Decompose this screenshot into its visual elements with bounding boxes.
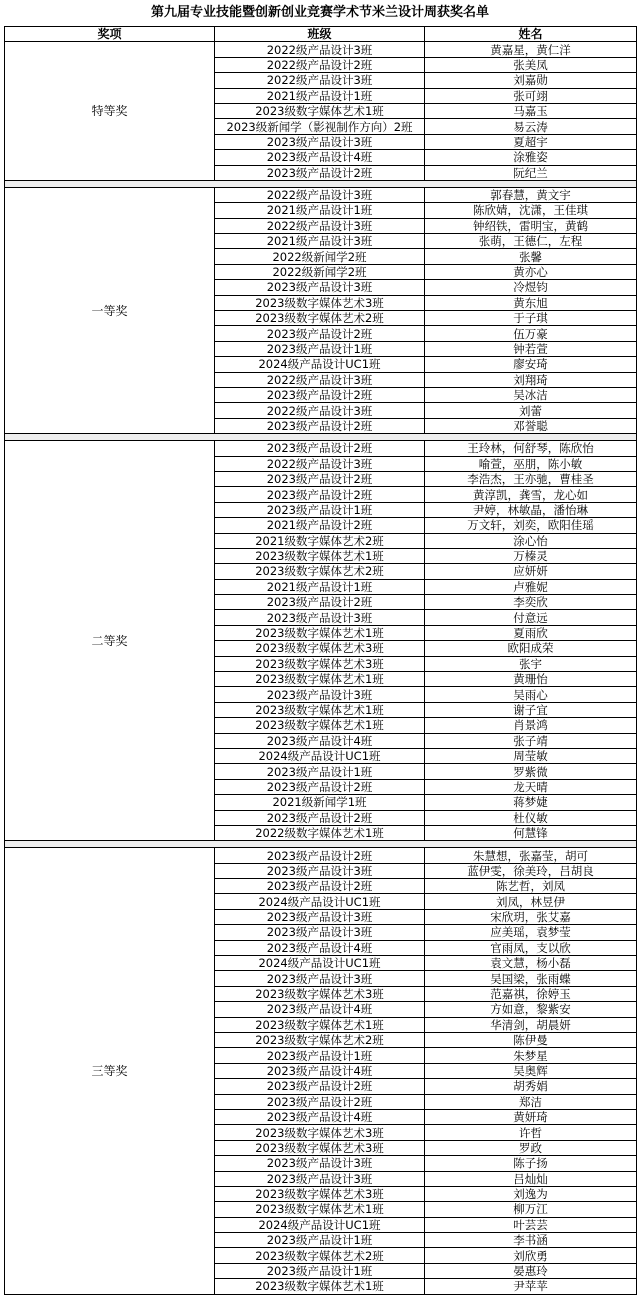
name-cell: 胡秀娟 [425,1079,637,1094]
class-cell: 2023级产品设计4班 [215,150,425,165]
class-cell: 2021级产品设计1班 [215,579,425,594]
name-cell: 李书涵 [425,1233,637,1248]
name-cell: 马嘉玉 [425,103,637,118]
class-cell: 2022级产品设计3班 [215,73,425,88]
name-cell: 杜仪敏 [425,810,637,825]
name-cell: 范嘉祺，徐婷玉 [425,986,637,1001]
class-cell: 2023级产品设计4班 [215,940,425,955]
table-row [5,848,637,863]
name-cell: 袁文慧，杨小磊 [425,956,637,971]
section-gap [5,180,637,187]
class-cell: 2023级产品设计3班 [215,610,425,625]
name-cell: 吴雨心 [425,687,637,702]
class-cell: 2023级数字媒体艺术3班 [215,1140,425,1155]
class-cell: 2022级产品设计3班 [215,218,425,233]
class-cell: 2023级产品设计2班 [215,1094,425,1109]
class-cell: 2023级产品设计2班 [215,418,425,433]
name-cell: 涂雅姿 [425,150,637,165]
class-cell: 2024级产品设计UC1班 [215,357,425,372]
name-cell: 柳万江 [425,1202,637,1217]
class-cell: 2023级数字媒体艺术2班 [215,311,425,326]
name-cell: 易云涛 [425,119,637,134]
name-cell: 朱慧想，张嘉莹，胡可 [425,848,637,863]
name-cell: 付意远 [425,610,637,625]
name-cell: 喻萱，巫朋，陈小敏 [425,456,637,471]
name-cell: 于子琪 [425,311,637,326]
class-cell: 2023级数字媒体艺术2班 [215,1248,425,1263]
class-cell: 2023级数字媒体艺术1班 [215,718,425,733]
class-cell: 2021级新闻学1班 [215,795,425,810]
name-cell: 何慧锋 [425,825,637,840]
class-cell: 2024级产品设计UC1班 [215,748,425,763]
class-cell: 2023级数字媒体艺术1班 [215,1017,425,1032]
class-cell: 2022级产品设计3班 [215,187,425,202]
class-cell: 2023级产品设计2班 [215,879,425,894]
name-cell: 陈子扬 [425,1156,637,1171]
name-cell: 刘欣勇 [425,1248,637,1263]
class-cell: 2021级产品设计1班 [215,88,425,103]
class-cell: 2023级产品设计4班 [215,733,425,748]
name-cell: 吴国梁，张雨蝶 [425,971,637,986]
class-cell: 2023级产品设计1班 [215,764,425,779]
class-cell: 2023级产品设计3班 [215,925,425,940]
class-cell: 2023级产品设计2班 [215,326,425,341]
class-cell: 2023级数字媒体艺术3班 [215,1186,425,1201]
class-cell: 2023级数字媒体艺术2班 [215,564,425,579]
award-level-cell: 三等奖 [5,848,215,1294]
class-cell: 2022级产品设计3班 [215,42,425,57]
name-cell: 应美瑶，袁梦莹 [425,925,637,940]
name-cell: 万榛灵 [425,548,637,563]
name-cell: 李浩杰，王亦驰，曹桂圣 [425,471,637,486]
class-cell: 2023级产品设计1班 [215,341,425,356]
name-cell: 欧阳成荣 [425,641,637,656]
name-cell: 阮纪兰 [425,165,637,180]
class-cell: 2023级数字媒体艺术3班 [215,641,425,656]
section-gap-cell [5,841,637,848]
table-row [5,42,637,57]
name-cell: 龙天晴 [425,779,637,794]
name-cell: 黄东旭 [425,295,637,310]
section-gap-cell [5,434,637,441]
name-cell: 钟若萱 [425,341,637,356]
class-cell: 2023级数字媒体艺术1班 [215,1279,425,1294]
class-cell: 2023级数字媒体艺术2班 [215,1033,425,1048]
class-cell: 2023级产品设计3班 [215,1156,425,1171]
name-cell: 黄妍琦 [425,1109,637,1124]
name-cell: 谢子宜 [425,702,637,717]
name-cell: 罗政 [425,1140,637,1155]
class-cell: 2022级产品设计2班 [215,57,425,72]
class-cell: 2024级产品设计UC1班 [215,956,425,971]
class-cell: 2023级产品设计4班 [215,1002,425,1017]
header-class: 班级 [215,27,425,42]
header-row [5,27,637,42]
header-name: 姓名 [425,27,637,42]
name-cell: 张萌，王德仁，左程 [425,234,637,249]
name-cell: 郑洁 [425,1094,637,1109]
table-row [5,187,637,202]
class-cell: 2023级产品设计3班 [215,280,425,295]
name-cell: 夏超宇 [425,134,637,149]
name-cell: 陈艺哲，刘凤 [425,879,637,894]
class-cell: 2023级数字媒体艺术3班 [215,1125,425,1140]
class-cell: 2021级数字媒体艺术2班 [215,533,425,548]
name-cell: 刘逸为 [425,1186,637,1201]
table-row [5,441,637,456]
name-cell: 郭春慧，黄文宇 [425,187,637,202]
class-cell: 2023级产品设计2班 [215,595,425,610]
class-cell: 2024级产品设计UC1班 [215,1217,425,1232]
class-cell: 2022级产品设计3班 [215,456,425,471]
class-cell: 2023级产品设计1班 [215,1048,425,1063]
class-cell: 2022级产品设计3班 [215,403,425,418]
class-cell: 2023级产品设计2班 [215,1079,425,1094]
name-cell: 黄珊怡 [425,672,637,687]
name-cell: 黄嘉星，黄仁洋 [425,42,637,57]
class-cell: 2023级产品设计3班 [215,863,425,878]
name-cell: 卢雅妮 [425,579,637,594]
award-level-cell: 特等奖 [5,42,215,181]
name-cell: 钟绍铁，雷明宝，黄鹤 [425,218,637,233]
class-cell: 2023级产品设计3班 [215,1171,425,1186]
section-gap [5,841,637,848]
class-cell: 2023级产品设计1班 [215,502,425,517]
class-cell: 2023级数字媒体艺术1班 [215,103,425,118]
class-cell: 2022级产品设计3班 [215,372,425,387]
name-cell: 夏雨欣 [425,625,637,640]
class-cell: 2023级产品设计3班 [215,687,425,702]
class-cell: 2021级产品设计3班 [215,234,425,249]
name-cell: 周莹敏 [425,748,637,763]
name-cell: 涂心怡 [425,533,637,548]
class-cell: 2023级产品设计1班 [215,1263,425,1278]
name-cell: 张美凤 [425,57,637,72]
class-cell: 2023级产品设计2班 [215,441,425,456]
name-cell: 万文轩，刘奕，欧阳佳瑶 [425,518,637,533]
name-cell: 应妍妍 [425,564,637,579]
name-cell: 吴奥辉 [425,1063,637,1078]
name-cell: 张宇 [425,656,637,671]
class-cell: 2023级产品设计3班 [215,134,425,149]
class-cell: 2023级产品设计4班 [215,1109,425,1124]
name-cell: 刘蕾 [425,403,637,418]
name-cell: 许哲 [425,1125,637,1140]
class-cell: 2023级产品设计2班 [215,471,425,486]
class-cell: 2022级新闻学2班 [215,264,425,279]
class-cell: 2023级数字媒体艺术3班 [215,295,425,310]
class-cell: 2022级数字媒体艺术1班 [215,825,425,840]
class-cell: 2023级产品设计3班 [215,909,425,924]
name-cell: 张子靖 [425,733,637,748]
name-cell: 陈欣婧，沈潇，王佳琪 [425,203,637,218]
name-cell: 华清剑，胡晨妍 [425,1017,637,1032]
class-cell: 2023级产品设计1班 [215,1233,425,1248]
class-cell: 2023级数字媒体艺术1班 [215,548,425,563]
name-cell: 黄亦心 [425,264,637,279]
award-level-cell: 一等奖 [5,187,215,433]
class-cell: 2022级新闻学2班 [215,249,425,264]
name-cell: 刘嘉勋 [425,73,637,88]
name-cell: 冷煜钧 [425,280,637,295]
name-cell: 蓝伊雯，徐美玲，吕胡良 [425,863,637,878]
class-cell: 2023级产品设计3班 [215,971,425,986]
award-level-cell: 二等奖 [5,441,215,841]
name-cell: 朱梦星 [425,1048,637,1063]
name-cell: 李奕欣 [425,595,637,610]
name-cell: 廖安琦 [425,357,637,372]
class-cell: 2023级产品设计2班 [215,487,425,502]
name-cell: 蒋梦婕 [425,795,637,810]
page-title: 第九届专业技能暨创新创业竞赛学术节米兰设计周获奖名单 [150,5,489,20]
name-cell: 尹婷，林敏晶，潘怡琳 [425,502,637,517]
class-cell: 2023级数字媒体艺术1班 [215,1202,425,1217]
class-cell: 2023级产品设计2班 [215,387,425,402]
name-cell: 晏惠玲 [425,1263,637,1278]
name-cell: 肖景鸿 [425,718,637,733]
award-table-body [5,42,637,1294]
name-cell: 张可翊 [425,88,637,103]
name-cell: 尹苹苹 [425,1279,637,1294]
class-cell: 2021级产品设计2班 [215,518,425,533]
class-cell: 2024级产品设计UC1班 [215,894,425,909]
name-cell: 官雨凤，支以欣 [425,940,637,955]
name-cell: 吴冰洁 [425,387,637,402]
class-cell: 2023级产品设计2班 [215,848,425,863]
class-cell: 2023级产品设计2班 [215,779,425,794]
name-cell: 刘凤，林昱伊 [425,894,637,909]
name-cell: 罗紫微 [425,764,637,779]
name-cell: 伍万豪 [425,326,637,341]
class-cell: 2023级新闻学（影视制作方向）2班 [215,119,425,134]
class-cell: 2021级产品设计1班 [215,203,425,218]
class-cell: 2023级数字媒体艺术1班 [215,672,425,687]
class-cell: 2023级产品设计4班 [215,1063,425,1078]
header-award: 奖项 [5,27,215,42]
name-cell: 邓誉聪 [425,418,637,433]
award-sheet [4,0,636,1295]
name-cell: 刘翔琦 [425,372,637,387]
name-cell: 宋欣玥，张艾嘉 [425,909,637,924]
section-gap [5,434,637,441]
class-cell: 2023级产品设计2班 [215,165,425,180]
name-cell: 王玲林，何舒琴，陈欣怡 [425,441,637,456]
class-cell: 2023级数字媒体艺术1班 [215,625,425,640]
name-cell: 张馨 [425,249,637,264]
section-gap-cell [5,180,637,187]
name-cell: 黄淳凯，龚雪，龙心如 [425,487,637,502]
class-cell: 2023级产品设计2班 [215,810,425,825]
name-cell: 叶芸芸 [425,1217,637,1232]
class-cell: 2023级数字媒体艺术3班 [215,986,425,1001]
name-cell: 陈伊曼 [425,1033,637,1048]
name-cell: 吕灿灿 [425,1171,637,1186]
name-cell: 方如意，黎紫安 [425,1002,637,1017]
award-table [4,26,637,1295]
class-cell: 2023级数字媒体艺术1班 [215,702,425,717]
class-cell: 2023级数字媒体艺术3班 [215,656,425,671]
